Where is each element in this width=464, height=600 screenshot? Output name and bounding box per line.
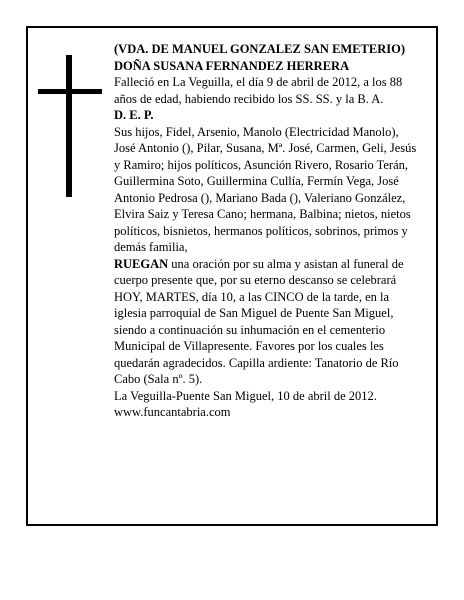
cross-icon — [38, 55, 102, 197]
cross-horizontal-bar — [38, 89, 102, 94]
dep-line: D. E. P. — [114, 108, 154, 122]
death-info: Falleció en La Veguilla, el día 9 de abril de 2012, a los 88 años de edad, habiendo recibido los SS. SS. y la B. A. — [114, 75, 403, 106]
widow-line: (VDA. DE MANUEL GONZALEZ SAN EMETERIO) — [114, 42, 406, 56]
cross-vertical-bar — [66, 55, 72, 197]
place-date: La Veguilla-Puente San Miguel, 10 de abril de 2012. — [114, 388, 377, 403]
family-list: Sus hijos, Fidel, Arsenio, Manolo (Electricidad Manolo), José Antonio (), Pilar, Susana, Mª. José, Carmen, Geli, Jesús y Ramiro; hijos políticos, Asunción Rivero, Rosario Terán, Guillermina Soto, Guillermina Cullía, Fermín Vega, José Antonio Pedrosa (), Mariano Bada (), Valeriano González, Elvira Saiz y Teresa Cano; hermana, Balbina; nietos, nietos políticos, bisnietos, hermanos políticos, sobrinos, primos y demás familia, — [114, 124, 417, 254]
request-paragraph — [114, 256, 420, 388]
request-text: una oración por su alma y asistan al funeral de cuerpo presente que, por su eterno descanso se celebrará HOY, MARTES, día 10, a las CINCO de la tarde, en la iglesia parroquial de San Miguel de Puente San Miguel, siendo a continuación su inhumación en el cementerio Municipal de Villapresente. Favores por los cuales les quedarán agradecidos. Capilla ardiente: Tanatorio de Río Cabo (Sala nº. 5). — [114, 256, 404, 386]
website-text: www.funcantabria.com — [114, 405, 231, 419]
request-keyword: RUEGAN — [114, 256, 169, 271]
notice-text — [114, 41, 420, 421]
deceased-name: DOÑA SUSANA FERNANDEZ HERRERA — [114, 58, 350, 73]
